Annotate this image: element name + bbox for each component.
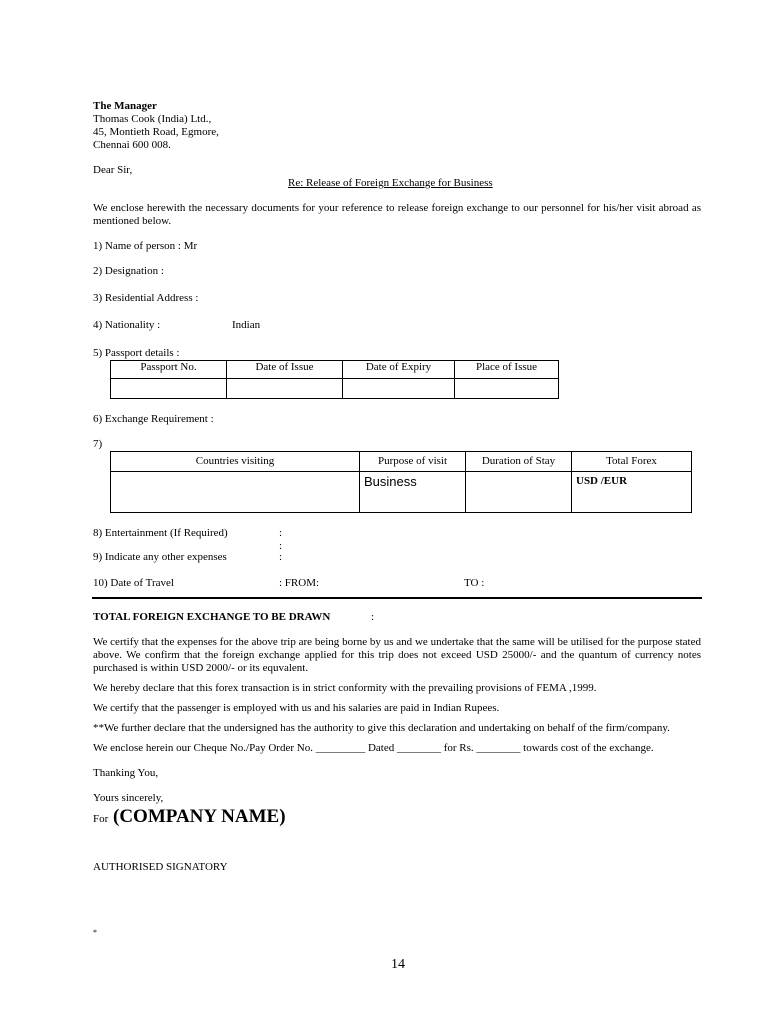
page-number: 14: [391, 957, 405, 972]
addressee-company: Thomas Cook (India) Ltd.,: [93, 113, 212, 125]
subject-line: Re: Release of Foreign Exchange for Business: [288, 177, 493, 189]
place-of-issue-cell[interactable]: [455, 379, 559, 399]
for-label: For: [93, 813, 109, 825]
name-label: 1) Name of person : Mr: [93, 240, 198, 252]
visit-header-duration: Duration of Stay: [466, 452, 572, 472]
purpose-of-visit-cell: Business: [360, 472, 466, 513]
intro-paragraph: We enclose herewith the necessary documents for your reference to release foreign exchange to our personnel for his/her visit abroad as mentioned below.: [93, 202, 701, 227]
other-expenses-label: 9) Indicate any other expenses: [93, 551, 227, 563]
footnote-mark: *: [93, 928, 97, 937]
visit-header-row: [111, 452, 692, 472]
exchange-requirement-label: 6) Exchange Requirement :: [93, 413, 214, 425]
visit-table: [110, 451, 692, 513]
certify-paragraph: We certify that the expenses for the above trip are being borne by us and we undertake that the same will be utilised for the purpose stated above. We confirm that the foreign exchange applied for this trip does not exceed USD 25000/- and the quantum of currency notes purchased is within USD 2000/- or its equvalent.: [93, 636, 701, 674]
nationality-value: Indian: [232, 319, 261, 331]
travel-to-label: TO :: [464, 577, 485, 589]
employment-declaration: We certify that the passenger is employed with us and his salaries are paid in Indian Rupees.: [93, 702, 500, 714]
closing-line: Yours sincerely,: [93, 792, 164, 804]
addressee-city: Chennai 600 008.: [93, 139, 171, 151]
passport-label: 5) Passport details :: [93, 347, 180, 359]
nationality-label: 4) Nationality :: [93, 319, 161, 331]
visit-header-purpose: Purpose of visit: [360, 452, 466, 472]
thanking-line: Thanking You,: [93, 767, 159, 779]
entertainment-colon: :: [279, 527, 283, 539]
passport-header-passport-no: Passport No.: [111, 361, 227, 379]
passport-header-date-of-issue: Date of Issue: [227, 361, 343, 379]
item7-label: 7): [93, 438, 103, 450]
duration-of-stay-cell[interactable]: [466, 472, 572, 513]
travel-from-label: : FROM:: [279, 577, 320, 589]
authorised-signatory: AUTHORISED SIGNATORY: [93, 861, 228, 873]
entertainment-label: 8) Entertainment (If Required): [93, 527, 228, 539]
visit-entry-row: [111, 472, 692, 513]
designation-label: 2) Designation :: [93, 265, 164, 277]
spacer-colon: :: [279, 540, 283, 552]
section-divider: [92, 597, 702, 599]
visit-header-countries: Countries visiting: [111, 452, 360, 472]
date-of-travel-label: 10) Date of Travel: [93, 577, 174, 589]
date-of-expiry-cell[interactable]: [343, 379, 455, 399]
passport-header-place-of-issue: Place of Issue: [455, 361, 559, 379]
passport-header-date-of-expiry: Date of Expiry: [343, 361, 455, 379]
countries-visiting-cell[interactable]: [111, 472, 360, 513]
visit-header-total-forex: Total Forex: [572, 452, 692, 472]
total-exchange-label: TOTAL FOREIGN EXCHANGE TO BE DRAWN: [93, 611, 331, 623]
fema-declaration: We hereby declare that this forex transaction is in strict conformity with the prevailing provisions of FEMA ,1999.: [93, 682, 597, 694]
other-expenses-colon: :: [279, 551, 283, 563]
address-label: 3) Residential Address :: [93, 292, 199, 304]
addressee-street: 45, Montieth Road, Egmore,: [93, 126, 219, 138]
passport-header-row: [111, 361, 559, 379]
total-forex-cell: USD /EUR: [572, 472, 692, 513]
passport-no-cell[interactable]: [111, 379, 227, 399]
addressee-title: The Manager: [93, 100, 157, 112]
cheque-line: We enclose herein our Cheque No./Pay Order No. _________ Dated ________ for Rs. ________ towards cost of the exchange.: [93, 742, 654, 754]
company-name: (COMPANY NAME): [113, 806, 286, 827]
passport-table: [110, 360, 559, 399]
total-exchange-colon: :: [371, 611, 375, 623]
passport-entry-row: [111, 379, 559, 399]
salutation: Dear Sir,: [93, 164, 133, 176]
date-of-issue-cell[interactable]: [227, 379, 343, 399]
authority-declaration: **We further declare that the undersigned has the authority to give this declaration and undertaking on behalf of the firm/company.: [93, 722, 670, 734]
